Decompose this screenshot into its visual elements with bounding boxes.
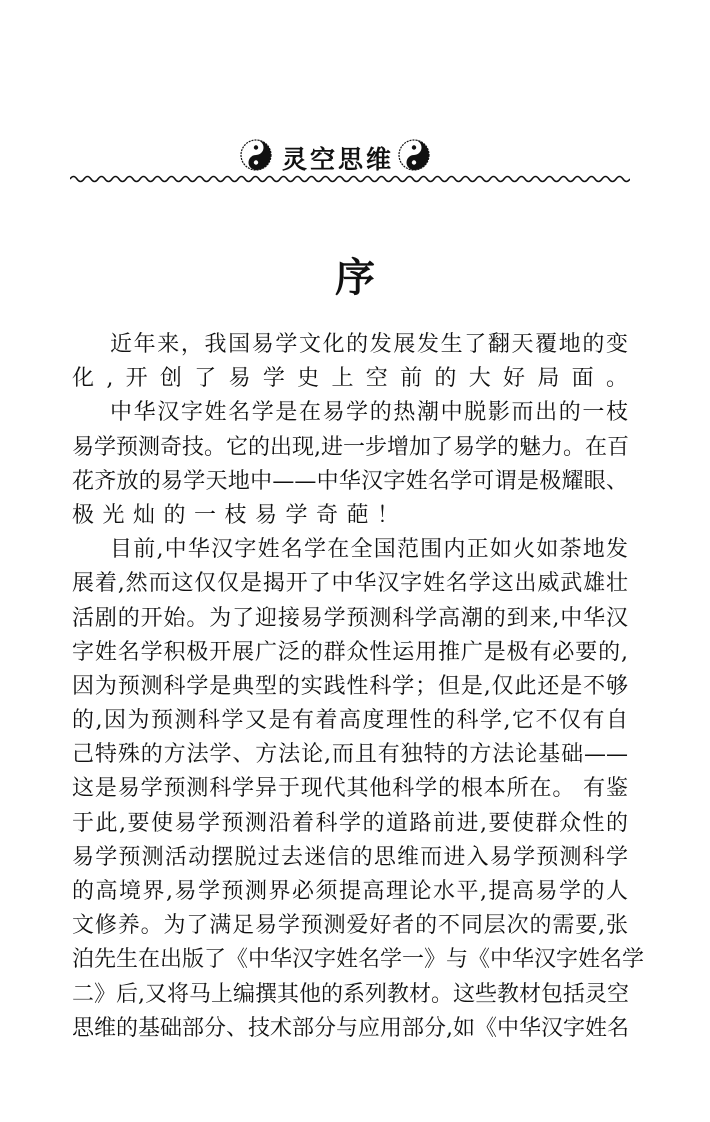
yin-yang-icon	[398, 139, 430, 171]
text-line: 易学预测奇技。它的出现,进一步增加了易学的魅力。在百	[72, 434, 629, 460]
text-line: 的高境界,易学预测界必须提高理论水平,提高易学的人	[72, 879, 628, 904]
yin-yang-icon	[240, 139, 272, 171]
text-line: 思维的基础部分、技术部分与应用部分,如《中华汉字姓名	[72, 1015, 629, 1041]
text-line: 易学预测活动摆脱过去迷信的思维而进入易学预测科学	[72, 844, 628, 870]
text-line: 字姓名学积极开展广泛的群众性运用推广是极有必要的,	[72, 639, 628, 665]
text-line: 的,因为预测科学又是有着高度理性的科学,它不仅有自	[72, 708, 628, 734]
text-line: 中华汉字姓名学是在易学的热潮中脱影而出的一枝	[110, 400, 628, 426]
text-line: 展着,然而这仅仅是揭开了中华汉字姓名学这出威武雄壮	[72, 571, 628, 597]
page-title: 序	[335, 254, 375, 301]
text-line: 化,开创了易学史上空前的大好局面。	[72, 366, 628, 392]
text-line: 己特殊的方法学、方法论,而且有独特的方法论基础——	[72, 742, 628, 768]
body-text	[72, 328, 645, 1046]
text-line: 因为预测科学是典型的实践性科学；但是,仅此还是不够	[72, 673, 628, 699]
paragraph	[72, 328, 628, 396]
text-line: 花齐放的易学天地中——中华汉字姓名学可谓是极耀眼、	[72, 468, 628, 494]
text-line: 活剧的开始。为了迎接易学预测科学高潮的到来,中华汉	[72, 605, 628, 631]
text-line: 近年来，我国易学文化的发展发生了翻天覆地的变	[110, 332, 628, 357]
text-line: 泊先生在出版了《中华汉字姓名学一》与《中华汉字姓名学	[72, 947, 645, 973]
decorative-wave-divider	[70, 172, 630, 186]
text-line: 目前,中华汉字姓名学在全国范围内正如火如荼地发	[110, 537, 628, 563]
header-title: 灵空思维	[282, 145, 395, 174]
paragraph	[72, 396, 628, 533]
paragraph	[72, 533, 645, 1046]
text-line: 于此,要使易学预测沿着科学的道路前进,要使群众性的	[72, 810, 628, 836]
text-line: 极光灿的一枝易学奇葩！	[72, 502, 408, 528]
running-header	[0, 136, 710, 176]
text-line: 二》后,又将马上编撰其他的系列教材。这些教材包括灵空	[72, 981, 629, 1007]
text-line: 这是易学预测科学异于现代其他科学的根本所在。 有鉴	[72, 776, 628, 802]
text-line: 文修养。为了满足易学预测爱好者的不同层次的需要,张	[72, 913, 628, 939]
